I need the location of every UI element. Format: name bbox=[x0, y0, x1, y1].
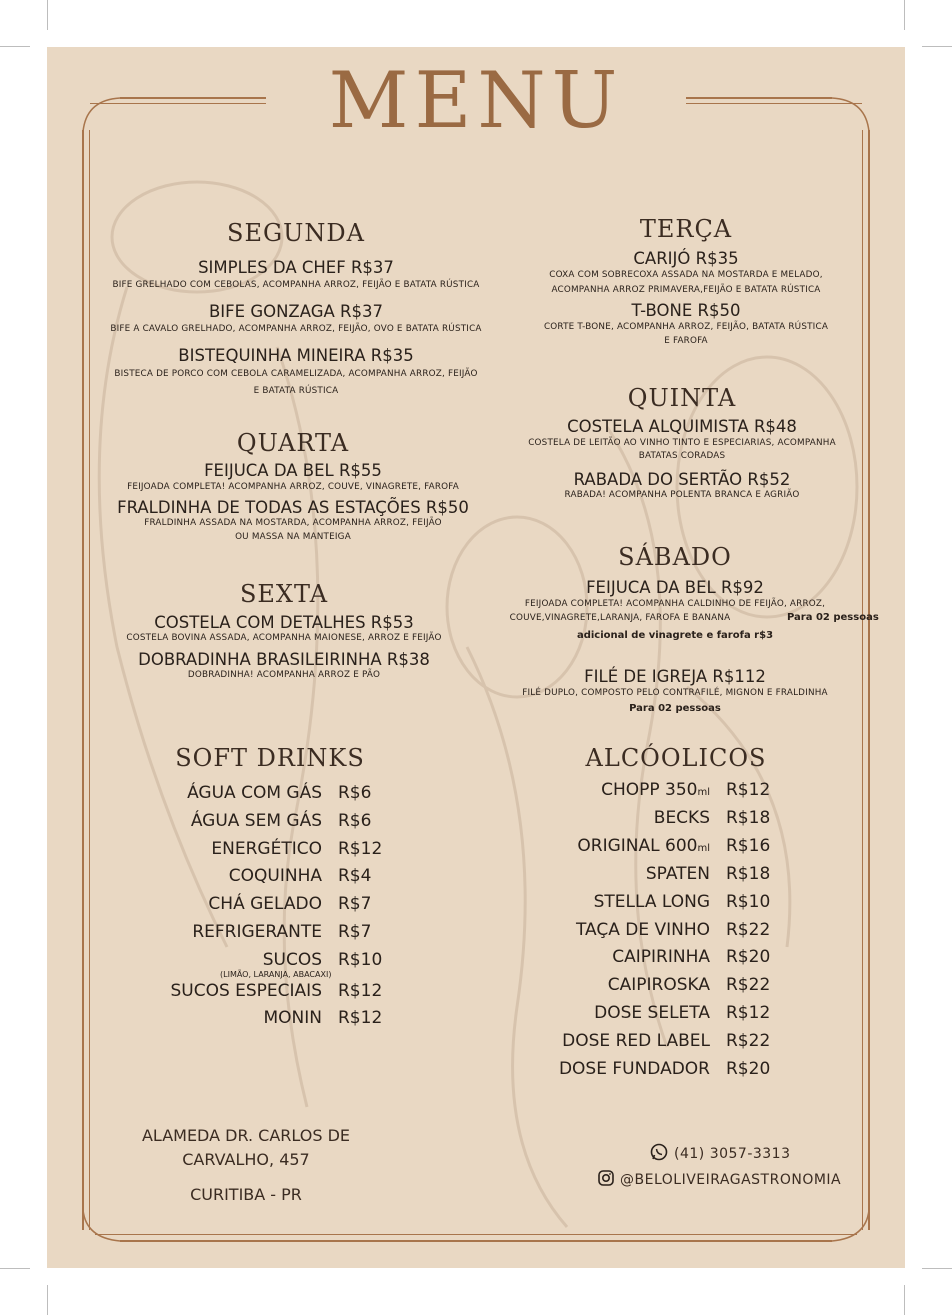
drink-price: R$6 bbox=[338, 783, 372, 803]
drink-name: TAÇA DE VINHO bbox=[575, 919, 710, 940]
section-title-sexta: SEXTA bbox=[239, 580, 329, 608]
menu-item-desc: CORTE T-BONE, ACOMPANHA ARROZ, FEIJÃO, BATATA RÚSTICA bbox=[543, 322, 829, 332]
menu-item-desc: COUVE,VINAGRETE,LARANJA, FAROFA E BANANA bbox=[509, 613, 731, 623]
section-title-segunda: SEGUNDA bbox=[227, 219, 365, 247]
menu-item-name: DOBRADINHA BRASILEIRINHA R$38 bbox=[138, 650, 430, 669]
menu-item-desc: OU MASSA NA MANTEIGA bbox=[235, 532, 351, 542]
menu-item-name: BISTEQUINHA MINEIRA R$35 bbox=[178, 346, 414, 365]
soft-drink-row bbox=[100, 838, 398, 859]
drink-name: DOSE FUNDADOR bbox=[558, 1059, 710, 1079]
contact-phone[interactable] bbox=[650, 1143, 791, 1165]
drink-price: R$20 bbox=[726, 1059, 771, 1079]
menu-item-desc: COXA COM SOBRECOXA ASSADA NA MOSTARDA E MELADO, bbox=[549, 270, 823, 280]
drink-name-wrap bbox=[500, 782, 710, 799]
menu-item-note: Para 02 pessoas bbox=[629, 703, 721, 714]
contact-instagram[interactable] bbox=[598, 1170, 841, 1190]
drink-name: CAIPIROSKA bbox=[607, 975, 710, 996]
menu-item-desc: FEIJOADA COMPLETA! ACOMPANHA CALDINHO DE FEIJÃO, ARROZ, bbox=[524, 599, 826, 609]
drink-price: R$16 bbox=[726, 835, 771, 856]
drink-name: CHOPP 350 bbox=[601, 780, 698, 800]
menu-item-desc: DOBRADINHA! ACOMPANHA ARROZ E PÃO bbox=[187, 670, 381, 680]
drink-name-wrap bbox=[500, 863, 710, 884]
drink-name: SPATEN bbox=[645, 863, 710, 884]
alcohol-row bbox=[500, 949, 786, 966]
menu-item-desc: FEIJOADA COMPLETA! ACOMPANHA ARROZ, COUVE, VINAGRETE, FAROFA bbox=[127, 482, 459, 492]
drink-price: R$6 bbox=[338, 810, 372, 831]
alcohol-row bbox=[500, 891, 786, 912]
soft-drink-row bbox=[100, 785, 398, 802]
drink-price: R$12 bbox=[726, 1003, 771, 1024]
menu-item-name: COSTELA COM DETALHES R$53 bbox=[154, 613, 414, 632]
soft-drink-row bbox=[100, 868, 398, 885]
drink-name: CAIPIRINHA bbox=[612, 947, 710, 968]
drink-price: R$12 bbox=[726, 780, 771, 800]
menu-item-desc: FRALDINHA ASSADA NA MOSTARDA, ACOMPANHA ARROZ, FEIJÃO bbox=[144, 518, 442, 528]
section-title-alcoolicos: ALCÓOLICOS bbox=[585, 744, 767, 772]
drink-name: BECKS bbox=[653, 807, 710, 828]
drink-name: ENERGÉTICO bbox=[211, 838, 322, 859]
section-title-quarta: QUARTA bbox=[236, 429, 350, 457]
drink-name: SUCOS ESPECIAIS bbox=[170, 980, 322, 1001]
alcohol-row bbox=[500, 1005, 786, 1022]
menu-item-desc: COSTELA BOVINA ASSADA, ACOMPANHA MAIONESE, ARROZ E FEIJÃO bbox=[126, 633, 442, 643]
menu-item-desc: BIFE GRELHADO COM CEBOLAS, ACOMPANHA ARROZ, FEIJÃO E BATATA RÚSTICA bbox=[112, 280, 480, 290]
whatsapp-icon bbox=[650, 1143, 668, 1165]
menu-title: MENU bbox=[328, 56, 624, 146]
menu-item-desc: BATATAS CORADAS bbox=[638, 451, 726, 461]
drink-name: DOSE RED LABEL bbox=[562, 1031, 710, 1052]
menu-item-name: FEIJUCA DA BEL R$92 bbox=[586, 578, 764, 597]
menu-item-name: COSTELA ALQUIMISTA R$48 bbox=[567, 417, 797, 436]
alcohol-row bbox=[500, 863, 786, 884]
soft-drink-row bbox=[100, 924, 398, 941]
address-line2: CARVALHO, 457 bbox=[182, 1150, 310, 1169]
drink-price: R$10 bbox=[726, 891, 771, 912]
menu-item-name: T-BONE R$50 bbox=[631, 301, 741, 320]
menu-item-name: FEIJUCA DA BEL R$55 bbox=[204, 461, 382, 480]
drink-name: CHÁ GELADO bbox=[208, 894, 322, 915]
drink-name: ÁGUA SEM GÁS bbox=[190, 810, 322, 831]
drink-name: STELLA LONG bbox=[593, 891, 710, 912]
menu-item-desc: RABADA! ACOMPANHA POLENTA BRANCA E AGRIÃO bbox=[564, 490, 800, 500]
alcohol-row bbox=[500, 835, 786, 856]
drink-name: ÁGUA COM GÁS bbox=[187, 783, 322, 803]
menu-item-name: BIFE GONZAGA R$37 bbox=[208, 302, 384, 321]
drink-name-wrap bbox=[500, 807, 710, 828]
drink-unit: ml bbox=[697, 787, 710, 798]
drink-price: R$4 bbox=[338, 866, 372, 887]
alcohol-row bbox=[500, 1033, 786, 1050]
contact-instagram-text: @BELOLIVEIRAGASTRONOMIA bbox=[620, 1172, 842, 1188]
menu-item-desc: COSTELA DE LEITÃO AO VINHO TINTO E ESPECIARIAS, ACOMPANHA bbox=[528, 438, 836, 448]
drink-name: MONIN bbox=[263, 1008, 322, 1029]
drink-price: R$12 bbox=[338, 1008, 383, 1029]
drink-price: R$7 bbox=[338, 922, 372, 942]
menu-item-desc: FILÉ DUPLO, COMPOSTO PELO CONTRAFILÉ, MIGNON E FRALDINHA bbox=[522, 688, 828, 698]
drink-price: R$20 bbox=[726, 947, 771, 968]
address-line1: ALAMEDA DR. CARLOS DE bbox=[141, 1126, 351, 1145]
alcohol-row bbox=[500, 782, 786, 799]
drink-price: R$12 bbox=[338, 838, 383, 859]
section-title-terca: TERÇA bbox=[639, 215, 733, 243]
drink-name-wrap bbox=[500, 1033, 710, 1050]
drink-name-wrap bbox=[500, 1061, 710, 1078]
soft-drink-row bbox=[100, 896, 398, 913]
menu-item-name: CARIJÓ R$35 bbox=[633, 249, 739, 268]
drink-price: R$22 bbox=[726, 975, 771, 996]
alcohol-row bbox=[500, 977, 786, 994]
soft-drink-row bbox=[100, 949, 398, 970]
section-title-quinta: QUINTA bbox=[627, 384, 737, 412]
drink-note: (LIMÃO, LARANJA, ABACAXI) bbox=[220, 969, 332, 979]
drink-name: COQUINHA bbox=[228, 866, 322, 887]
section-title-sabado: SÁBADO bbox=[618, 543, 732, 571]
drink-name: SUCOS bbox=[262, 949, 322, 970]
contact-phone-text: (41) 3057-3313 bbox=[674, 1146, 791, 1162]
drink-name: ORIGINAL 600 bbox=[577, 835, 698, 856]
drink-price: R$10 bbox=[338, 949, 383, 970]
drink-name-wrap bbox=[500, 977, 710, 994]
menu-item-desc: BIFE A CAVALO GRELHADO, ACOMPANHA ARROZ, FEIJÃO, OVO E BATATA RÚSTICA bbox=[110, 324, 482, 334]
drink-name-wrap bbox=[500, 835, 710, 856]
menu-item-name: SIMPLES DA CHEF R$37 bbox=[198, 258, 394, 277]
drink-price: R$7 bbox=[338, 894, 372, 915]
section-title-soft-drinks: SOFT DRINKS bbox=[175, 744, 365, 772]
address-city: CURITIBA - PR bbox=[190, 1185, 302, 1204]
menu-item-note: Para 02 pessoas bbox=[787, 612, 879, 623]
menu-item-desc: BISTECA DE PORCO COM CEBOLA CARAMELIZADA, ACOMPANHA ARROZ, FEIJÃO bbox=[114, 369, 478, 379]
drink-name-wrap bbox=[500, 919, 710, 940]
drink-name-wrap bbox=[500, 1005, 710, 1022]
drink-price: R$18 bbox=[726, 863, 771, 884]
drink-price: R$22 bbox=[726, 1031, 771, 1052]
instagram-icon bbox=[598, 1170, 614, 1190]
menu-item-desc: ACOMPANHA ARROZ PRIMAVERA,FEIJÃO E BATATA RÚSTICA bbox=[551, 285, 821, 295]
soft-drink-row bbox=[100, 1010, 398, 1027]
menu-item-name: FILÉ DE IGREJA R$112 bbox=[584, 667, 766, 686]
drink-unit: ml bbox=[697, 842, 710, 854]
menu-item-desc: E FAROFA bbox=[664, 336, 708, 346]
alcohol-row bbox=[500, 807, 786, 828]
soft-drink-row bbox=[100, 980, 398, 1001]
alcohol-row bbox=[500, 919, 786, 940]
drink-price: R$12 bbox=[338, 980, 383, 1001]
drink-name-wrap bbox=[500, 949, 710, 966]
drink-name: REFRIGERANTE bbox=[192, 922, 322, 942]
drink-name-wrap bbox=[500, 891, 710, 912]
drink-price: R$22 bbox=[726, 919, 771, 940]
menu-item-name: RABADA DO SERTÃO R$52 bbox=[573, 470, 791, 489]
drink-price: R$18 bbox=[726, 807, 771, 828]
alcohol-row bbox=[500, 1061, 786, 1078]
menu-item-name: FRALDINHA DE TODAS AS ESTAÇÕES R$50 bbox=[117, 498, 469, 517]
soft-drink-row bbox=[100, 810, 398, 831]
menu-item-desc: E BATATA RÚSTICA bbox=[253, 386, 339, 396]
drink-name: DOSE SELETA bbox=[594, 1003, 710, 1024]
menu-item-extra: adicional de vinagrete e farofa r$3 bbox=[576, 630, 774, 641]
